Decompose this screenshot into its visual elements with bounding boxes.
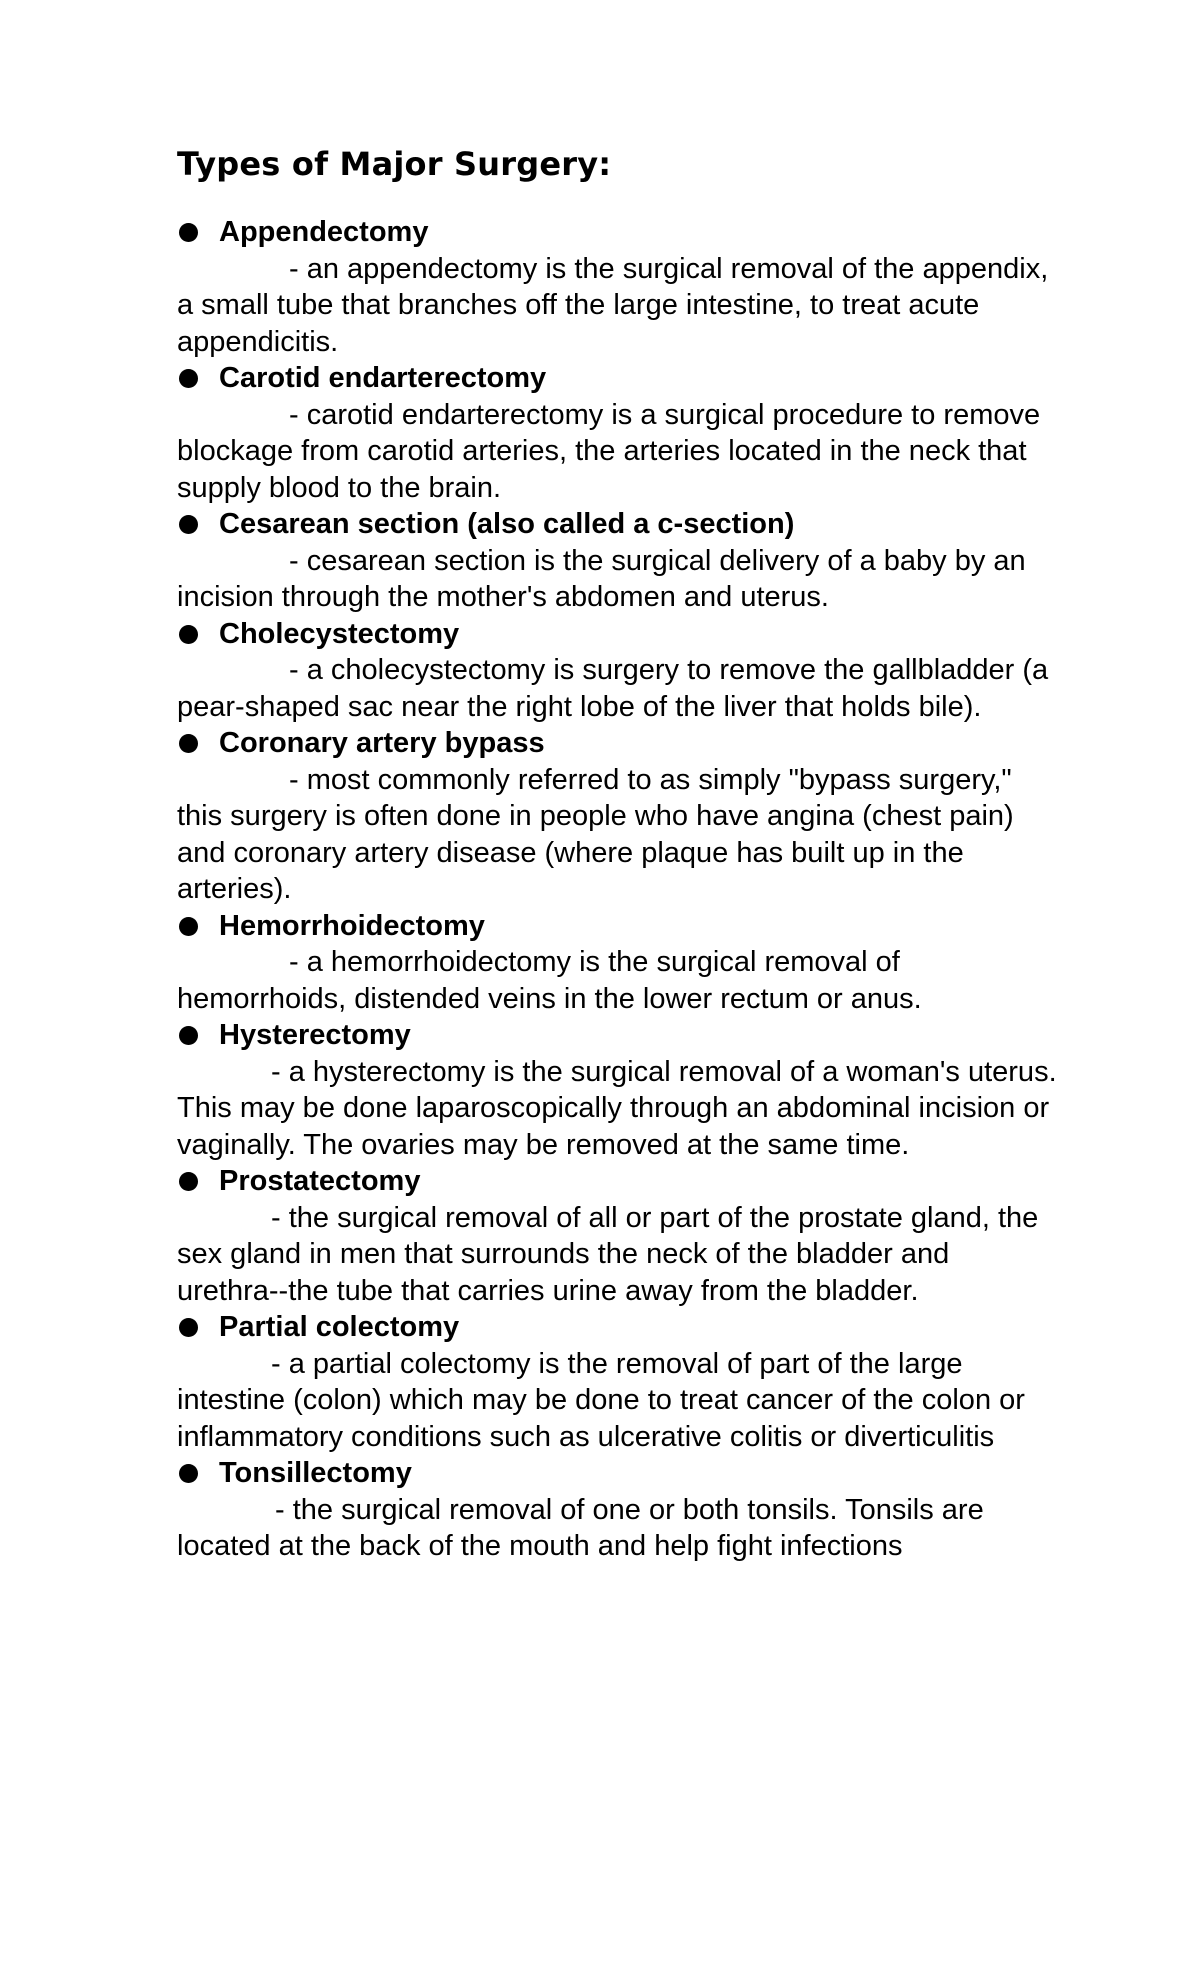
entry-heading	[177, 506, 1057, 543]
page-title: Types of Major Surgery:	[177, 145, 612, 183]
list-item	[177, 506, 1057, 616]
bullet-icon	[179, 1026, 198, 1045]
entry-heading	[177, 1017, 1057, 1054]
entry-description: - an appendectomy is the surgical removal of the appendix, a small tube that branches off the large intestine, to treat acute appendicitis.	[177, 252, 1049, 358]
entry-heading	[177, 908, 1057, 945]
bullet-icon	[179, 625, 198, 644]
entry-description: - a hemorrhoidectomy is the surgical removal of hemorrhoids, distended veins in the lower rectum or anus.	[177, 946, 922, 1015]
bullet-icon	[179, 1464, 198, 1483]
entry-description: - carotid endarterectomy is a surgical procedure to remove blockage from carotid arteries, the arteries located in the neck that supply blood to the brain.	[177, 398, 1041, 504]
entry-description: - most commonly referred to as simply "bypass surgery," this surgery is often done in people who have angina (chest pain) and coronary artery disease (where plaque has built up in the arteries).	[177, 763, 1014, 905]
entry-heading-text: Cesarean section (also called a c-section)	[219, 508, 795, 540]
list-item	[177, 616, 1057, 726]
list-item	[177, 1017, 1057, 1163]
entry-heading	[177, 360, 1057, 397]
bullet-icon	[179, 1172, 198, 1191]
entry-heading-text: Tonsillectomy	[219, 1457, 412, 1489]
bullet-icon	[179, 515, 198, 534]
entry-heading-text: Cholecystectomy	[219, 617, 460, 650]
bullet-icon	[179, 734, 198, 753]
entry-heading-text: Hysterectomy	[219, 1019, 411, 1051]
entry-description: - a cholecystectomy is surgery to remove the gallbladder (a pear-shaped sac near the right lobe of the liver that holds bile).	[177, 654, 1049, 723]
bullet-icon	[179, 1318, 198, 1337]
entry-heading	[177, 214, 1057, 251]
entry-heading	[177, 1309, 1057, 1346]
entry-heading	[177, 1163, 1057, 1200]
entry-heading-text: Coronary artery bypass	[219, 727, 545, 759]
entry-heading-text: Hemorrhoidectomy	[219, 909, 485, 942]
entry-heading-text: Prostatectomy	[219, 1165, 421, 1197]
entry-heading	[177, 725, 1057, 762]
entry-description: - cesarean section is the surgical delivery of a baby by an incision through the mother's abdomen and uterus.	[177, 544, 1026, 613]
entry-heading	[177, 616, 1057, 653]
list-item	[177, 214, 1057, 360]
list-item	[177, 1455, 1057, 1565]
list-item	[177, 1309, 1057, 1455]
entry-heading-text: Partial colectomy	[219, 1311, 460, 1343]
bullet-icon	[179, 917, 198, 936]
list-item	[177, 360, 1057, 506]
entry-heading	[177, 1455, 1057, 1492]
entry-description: - the surgical removal of all or part of the prostate gland, the sex gland in men that surrounds the neck of the bladder and urethra--the tube that carries urine away from the bladder.	[177, 1201, 1039, 1307]
entry-heading-text: Carotid endarterectomy	[219, 362, 547, 394]
bullet-icon	[179, 369, 198, 388]
bullet-icon	[179, 223, 198, 242]
entry-description: - a partial colectomy is the removal of part of the large intestine (colon) which may be done to treat cancer of the colon or inflammatory conditions such as ulcerative colitis or diverticulitis	[177, 1347, 1025, 1453]
entry-heading-text: Appendectomy	[219, 216, 429, 248]
document-page	[177, 142, 1057, 1565]
list-item	[177, 908, 1057, 1018]
list-item	[177, 1163, 1057, 1309]
list-item	[177, 725, 1057, 908]
entry-description: - the surgical removal of one or both tonsils. Tonsils are located at the back of the mouth and help fight infections	[177, 1493, 984, 1562]
entry-description: - a hysterectomy is the surgical removal of a woman's uterus. This may be done laparoscopically through an abdominal incision or vaginally. The ovaries may be removed at the same time.	[177, 1055, 1057, 1161]
